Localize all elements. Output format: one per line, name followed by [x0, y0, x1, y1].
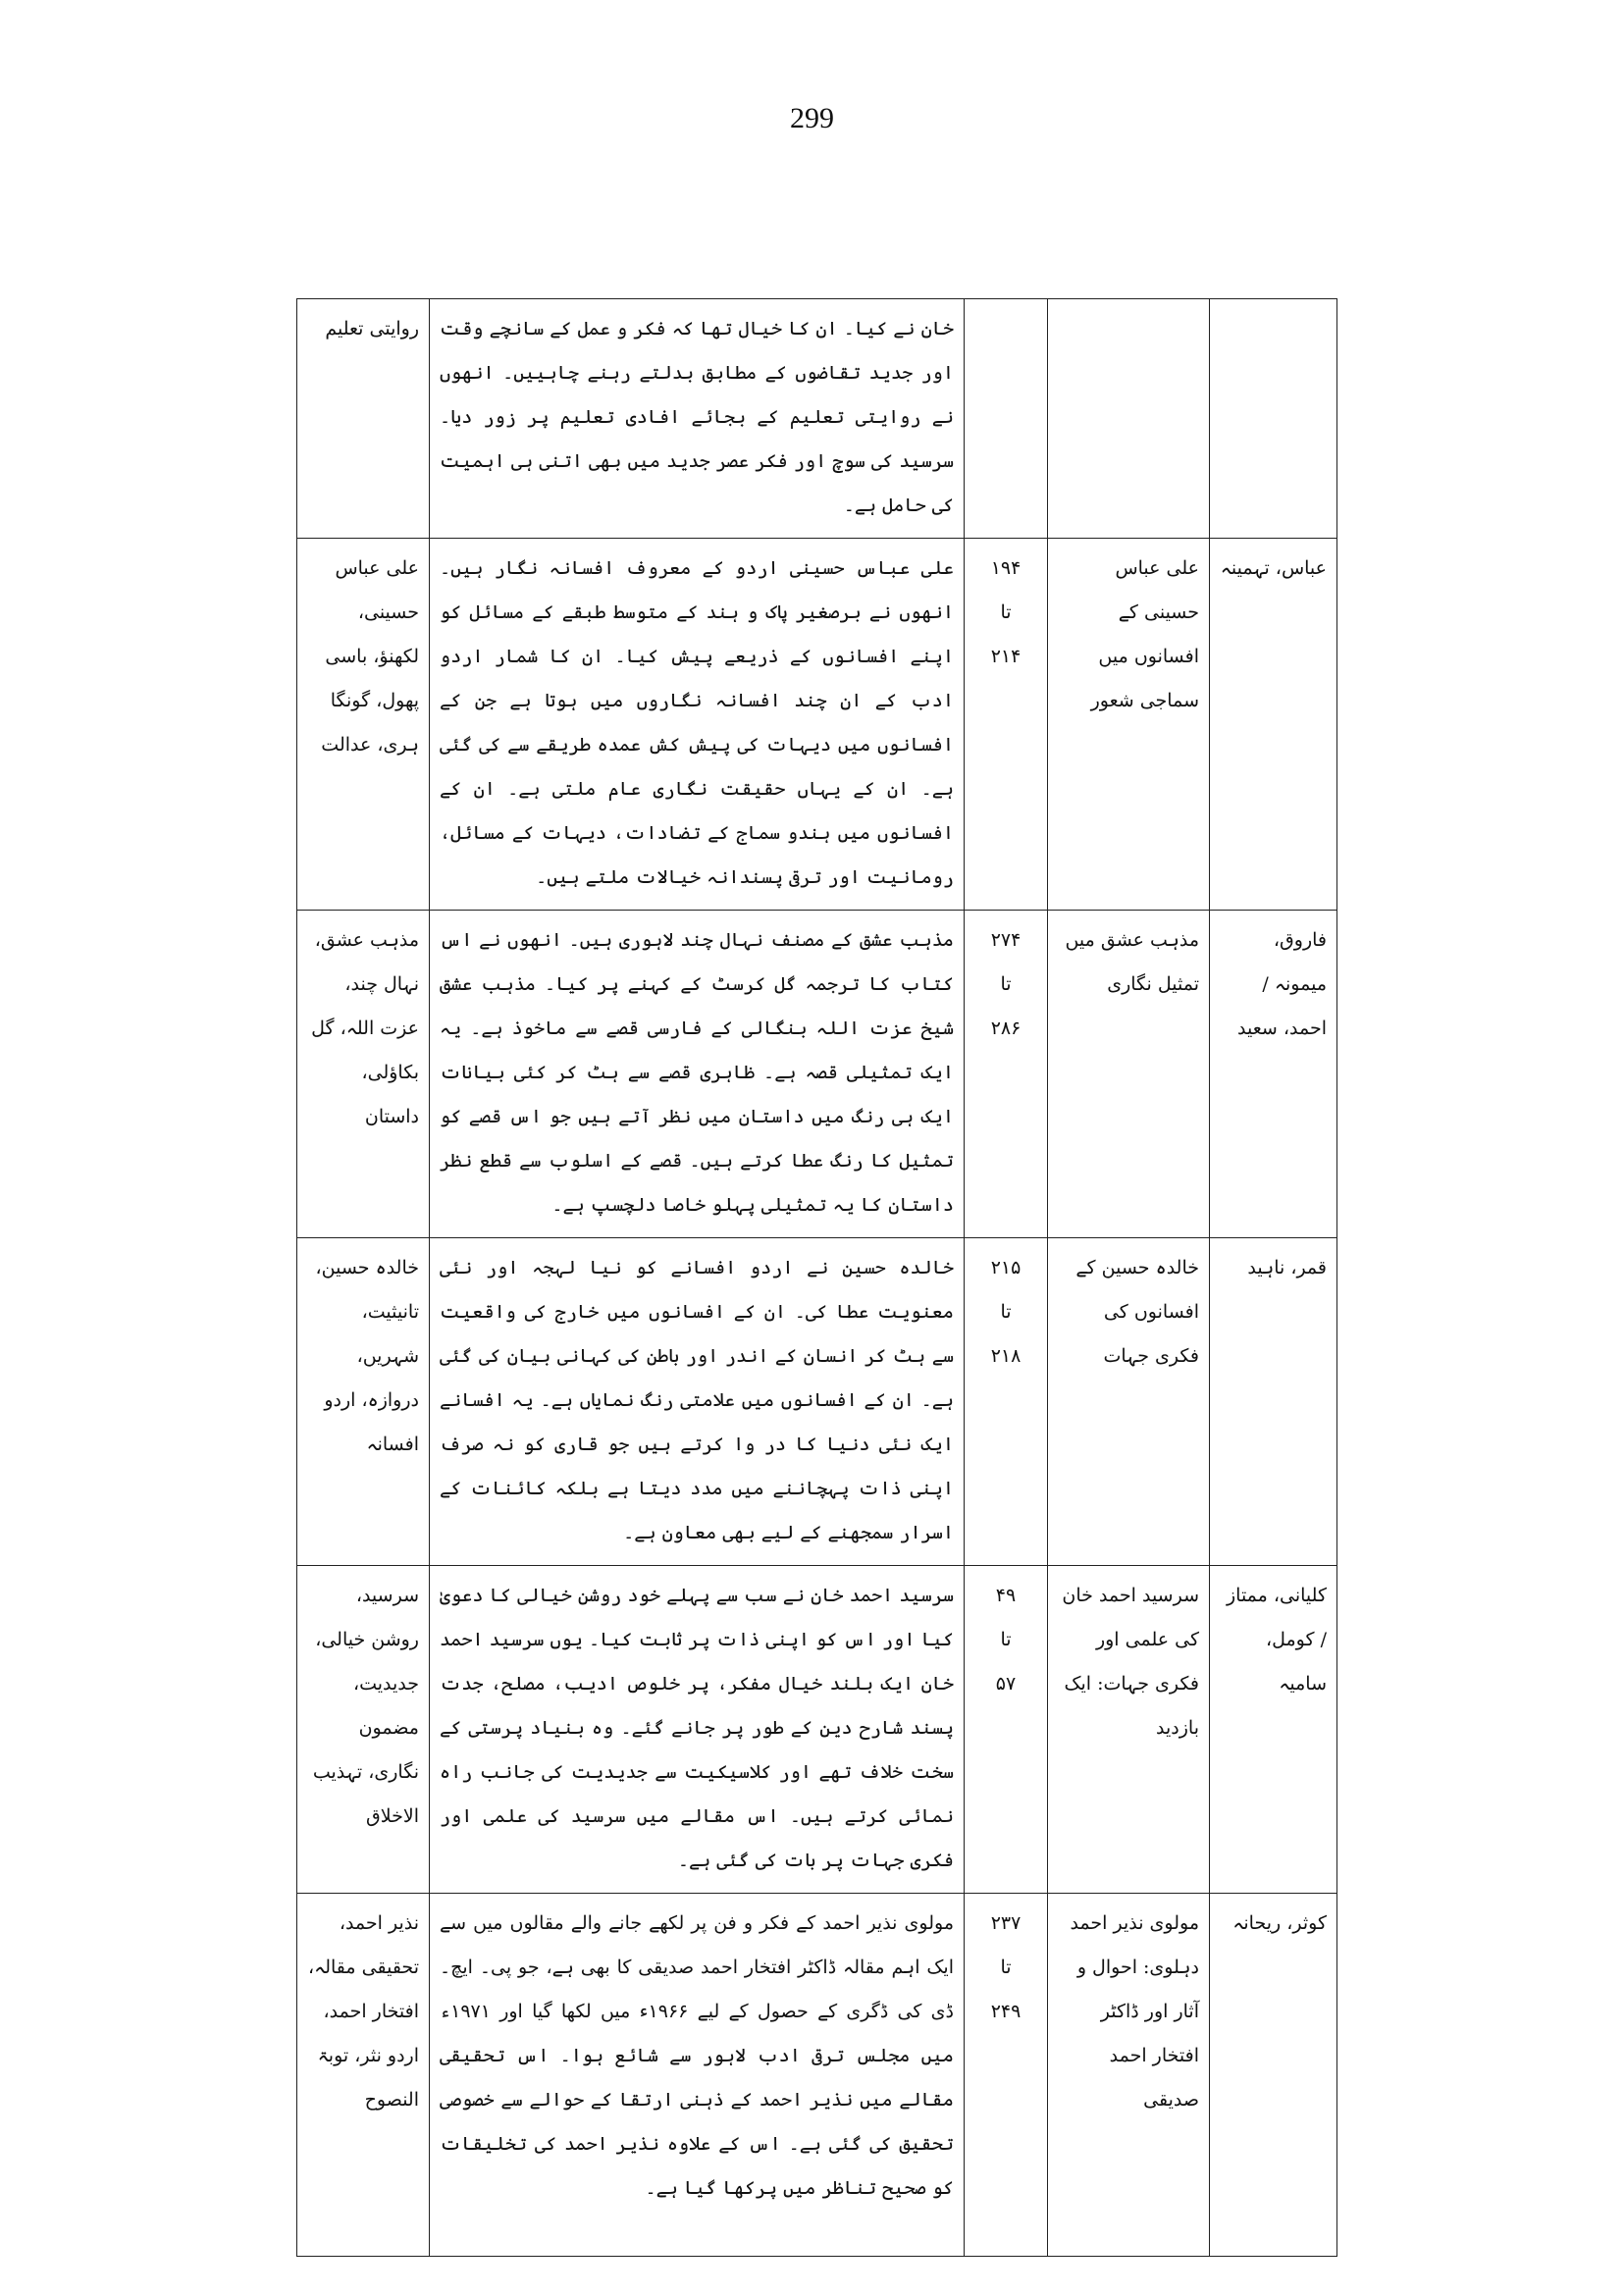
page-to: تا	[1000, 601, 1012, 623]
page-start: ۴۹	[995, 1585, 1017, 1606]
title-cell	[1048, 299, 1210, 539]
table-row	[297, 1238, 1337, 1566]
authors-cell	[1210, 299, 1337, 539]
summary-cell: علی عباس حسینی اردو کے معروف افسانہ نگار ہیں۔ انھوں نے برصغیر پاک و ہند کے متوسط طبقے کے مسائل کو اپنے افسانوں کے ذریعے پیش کیا۔ ان کا شمار اردو ادب کے ان چند افسانہ نگاروں میں ہوتا ہے جن کے افسانوں میں دیہات کی پیش کش عمدہ طریقے سے کی گئی ہے۔ ان کے یہاں حقیقت نگاری عام ملتی ہے۔ ان کے افسانوں میں ہندو سماج کے تضادات، دیہات کے مسائل، رومانیت اور ترقی پسندانہ خیالات ملتے ہیں۔	[430, 539, 965, 911]
page-to: تا	[1000, 1629, 1012, 1650]
keywords-cell: مذہب عشق، نہال چند، عزت اللہ، گل بکاؤلی، داستان	[297, 911, 430, 1238]
page-to: تا	[1000, 973, 1012, 995]
keywords-cell: سرسید، روشن خیالی، جدیدیت، مضمون نگاری، تہذیب الاخلاق	[297, 1566, 430, 1894]
pages-cell	[965, 539, 1048, 911]
table-row	[297, 1566, 1337, 1894]
authors-cell: فاروق، میمونہ / احمد، سعید	[1210, 911, 1337, 1238]
title-cell: علی عباس حسینی کے افسانوں میں سماجی شعور	[1048, 539, 1210, 911]
keywords-cell: خالدہ حسین، تانیثیت، شہریں، دروازہ، اردو افسانہ	[297, 1238, 430, 1566]
table-row	[297, 539, 1337, 911]
summary-cell: مذہب عشق کے مصنف نہال چند لاہوری ہیں۔ انھوں نے اس کتاب کا ترجمہ گل کرسٹ کے کہنے پر کیا۔ مذہب عشق شیخ عزت اللہ بنگالی کے فارسی قصے سے ماخوذ ہے۔ یہ ایک تمثیلی قصہ ہے۔ ظاہری قصے سے ہٹ کر کئی بیانات ایک ہی رنگ میں داستان میں نظر آتے ہیں جو اس قصے کو تمثیل کا رنگ عطا کرتے ہیں۔ قصے کے اسلوب سے قطع نظر داستان کا یہ تمثیلی پہلو خاصا دلچسپ ہے۔	[430, 911, 965, 1238]
page-start: ۱۹۴	[990, 557, 1022, 579]
page-start: ۲۷۴	[990, 929, 1022, 951]
summary-cell: مولوی نذیر احمد کے فکر و فن پر لکھے جانے والے مقالوں میں سے ایک اہم مقالہ ڈاکٹر افتخار احمد صدیقی کا بھی ہے، جو پی۔ ایچ۔ ڈی کی ڈگری کے حصول کے لیے ۱۹۶۶ء میں لکھا گیا اور ۱۹۷۱ء میں مجلس ترقی ادب لاہور سے شائع ہوا۔ اس تحقیقی مقالے میں نذیر احمد کے ذہنی ارتقا کے حوالے سے خصوصی تحقیق کی گئی ہے۔ اس کے علاوہ نذیر احمد کی تخلیقات کو صحیح تناظر میں پرکھا گیا ہے۔	[430, 1894, 965, 2257]
page-end: ۲۱۸	[990, 1345, 1022, 1367]
page-start: ۲۱۵	[990, 1257, 1022, 1278]
page-end: ۲۱۴	[990, 646, 1022, 667]
article-index-table	[296, 298, 1337, 2257]
summary-cell: خان نے کیا۔ ان کا خیال تھا کہ فکر و عمل کے سانچے وقت اور جدید تقاضوں کے مطابق بدلتے رہنے چاہییں۔ انھوں نے روایتی تعلیم کے بجائے افادی تعلیم پر زور دیا۔ سرسید کی سوچ اور فکر عصر جدید میں بھی اتنی ہی اہمیت کی حامل ہے۔	[430, 299, 965, 539]
page-to: تا	[1000, 1301, 1012, 1323]
summary-cell: سرسید احمد خان نے سب سے پہلے خود روشن خیالی کا دعویٰ کیا اور اس کو اپنی ذات پر ثابت کیا۔ یوں سرسید احمد خان ایک بلند خیال مفکر، پر خلوص ادیب، مصلح، جدت پسند شارح دین کے طور پر جانے گئے۔ وہ بنیاد پرستی کے سخت خلاف تھے اور کلاسیکیت سے جدیدیت کی جانب راہ نمائی کرتے ہیں۔ اس مقالے میں سرسید کی علمی اور فکری جہات پر بات کی گئی ہے۔	[430, 1566, 965, 1894]
title-cell: سرسید احمد خان کی علمی اور فکری جہات: ایک بازدید	[1048, 1566, 1210, 1894]
pages-cell	[965, 911, 1048, 1238]
page-to: تا	[1000, 1956, 1012, 1978]
page-end: ۵۷	[995, 1673, 1017, 1695]
page-start: ۲۳۷	[990, 1912, 1022, 1934]
pages-cell	[965, 299, 1048, 539]
page-end: ۲۴۹	[990, 2001, 1022, 2022]
page-number: 299	[790, 102, 834, 134]
page-end: ۲۸۶	[990, 1017, 1022, 1039]
table-row	[297, 1894, 1337, 2257]
table-row	[297, 911, 1337, 1238]
keywords-cell: نذیر احمد، تحقیقی مقالہ، افتخار احمد، اردو نثر، توبۃ النصوح	[297, 1894, 430, 2257]
title-cell: خالدہ حسین کے افسانوں کی فکری جہات	[1048, 1238, 1210, 1566]
title-cell: مولوی نذیر احمد دہلوی: احوال و آثار اور ڈاکٹر افتخار احمد صدیقی	[1048, 1894, 1210, 2257]
pages-cell	[965, 1238, 1048, 1566]
keywords-cell: روایتی تعلیم	[297, 299, 430, 539]
authors-cell: قمر، ناہید	[1210, 1238, 1337, 1566]
pages-cell	[965, 1566, 1048, 1894]
summary-cell: خالدہ حسین نے اردو افسانے کو نیا لہجہ اور نئی معنویت عطا کی۔ ان کے افسانوں میں خارج کی واقعیت سے ہٹ کر انسان کے اندر اور باطن کی کہانی بیان کی گئی ہے۔ ان کے افسانوں میں علامتی رنگ نمایاں ہے۔ یہ افسانے ایک نئی دنیا کا در وا کرتے ہیں جو قاری کو نہ صرف اپنی ذات پہچاننے میں مدد دیتا ہے بلکہ کائنات کے اسرار سمجھنے کے لیے بھی معاون ہے۔	[430, 1238, 965, 1566]
pages-cell	[965, 1894, 1048, 2257]
authors-cell: عباس، تہمینہ	[1210, 539, 1337, 911]
keywords-cell: علی عباس حسینی، لکھنؤ، باسی پھول، گونگا ہری، عدالت	[297, 539, 430, 911]
authors-cell: کوثر، ریحانہ	[1210, 1894, 1337, 2257]
table-row	[297, 299, 1337, 539]
authors-cell: کلیانی، ممتاز / کومل، سامیہ	[1210, 1566, 1337, 1894]
title-cell: مذہب عشق میں تمثیل نگاری	[1048, 911, 1210, 1238]
